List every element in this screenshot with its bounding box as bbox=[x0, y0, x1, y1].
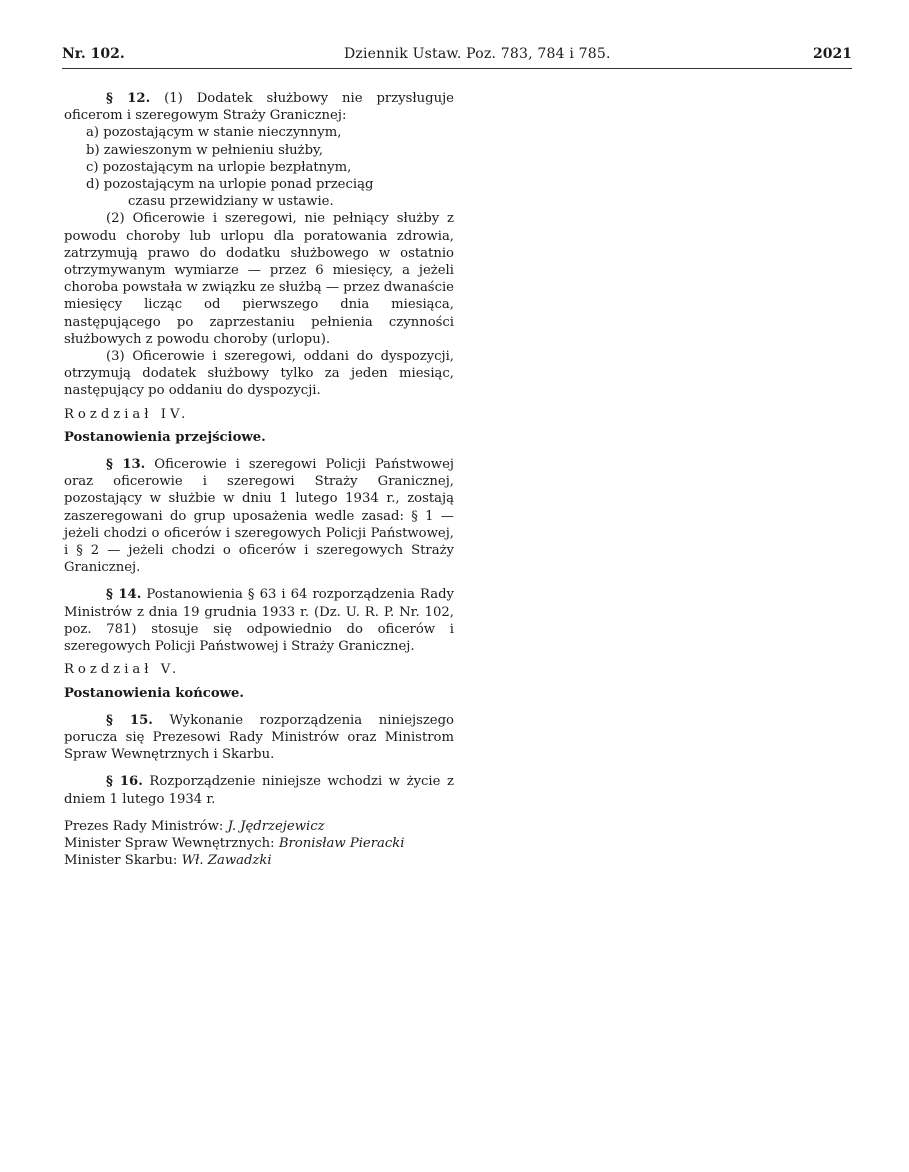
issue-number: Nr. 102. bbox=[62, 46, 125, 62]
chapter-5-label: Rozdział V. bbox=[64, 662, 181, 678]
signature-role: Minister Spraw Wewnętrznych: bbox=[64, 835, 275, 851]
section-12-list bbox=[64, 124, 454, 210]
section-14 bbox=[64, 586, 454, 655]
section-12-intro bbox=[64, 90, 454, 124]
signature-line bbox=[64, 818, 454, 835]
section-16-symbol: § 16. bbox=[106, 774, 143, 790]
section-12-p2: (2) Oficerowie i szeregowi, nie pełniący służby z powodu choroby lub urlopu dla poratowania zdrowia, zatrzymują prawo do dodatku służbowego w ostatnio otrzymywanym wymiarze — przez 6 miesięcy, a jeżeli choroba powstała w związku ze służbą — przez dwanaście miesięcy licząc od pierwszego dnia miesiąca, następującego po zaprzestaniu pełnienia czynności służbowych z powodu choroby (urlopu). bbox=[64, 211, 454, 347]
page-header bbox=[62, 46, 852, 70]
section-12-p1: (1) Dodatek służbowy nie przysługuje oficerom i szeregowym Straży Granicznej: bbox=[64, 91, 454, 124]
section-15 bbox=[64, 712, 454, 764]
chapter-4-title: Postanowienia przejściowe. bbox=[64, 429, 266, 445]
chapter-4-label: Rozdział IV. bbox=[64, 406, 190, 422]
section-16 bbox=[64, 773, 454, 807]
list-item: d) pozostającym na urlopie ponad przeciąg bbox=[86, 177, 374, 193]
section-13 bbox=[64, 456, 454, 576]
signature-role: Prezes Rady Ministrów: bbox=[64, 818, 224, 834]
page-number: 2021 bbox=[813, 46, 852, 62]
signature-name: J. Jędrzejewicz bbox=[227, 818, 325, 834]
signature-name: Bronisław Pieracki bbox=[278, 835, 405, 851]
signature-name: Wł. Zawadzki bbox=[181, 853, 272, 869]
signature-role: Minister Skarbu: bbox=[64, 853, 178, 869]
section-14-symbol: § 14. bbox=[106, 587, 142, 603]
text-column bbox=[64, 90, 454, 869]
section-16-text: Rozporządzenie niniejsze wchodzi w życie z dniem 1 lutego 1934 r. bbox=[64, 774, 454, 807]
section-13-text: Oficerowie i szeregowi Policji Państwowej oraz oficerowie i szeregowi Straży Granicznej, pozostający w służbie w dniu 1 lutego 1934 r., zostają zaszeregowani do grup uposażenia wedle zasad: § 1 — jeżeli chodzi o oficerów i szeregowych Policji Państwowej, i § 2 — jeżeli chodzi o oficerów i szeregowych Straży Granicznej. bbox=[64, 457, 454, 576]
section-15-text: Wykonanie rozporządzenia niniejszego porucza się Prezesowi Rady Ministrów oraz Ministrom Spraw Wewnętrznych i Skarbu. bbox=[64, 712, 454, 763]
signature-line bbox=[64, 835, 454, 852]
list-item: c) pozostającym na urlopie bezpłatnym, bbox=[86, 159, 352, 175]
header-rule bbox=[62, 68, 852, 69]
signature-line bbox=[64, 852, 454, 869]
section-12-p3: (3) Oficerowie i szeregowi, oddani do dyspozycji, otrzymują dodatek służbowy tylko za jeden miesiąc, następujący po oddaniu do dyspozycji. bbox=[64, 349, 454, 399]
section-13-symbol: § 13. bbox=[106, 457, 146, 473]
list-item: a) pozostającym w stanie nieczynnym, bbox=[86, 125, 342, 141]
section-12-symbol: § 12. bbox=[106, 91, 151, 106]
list-item: b) zawieszonym w pełnieniu służby, bbox=[86, 142, 323, 158]
section-15-symbol: § 15. bbox=[106, 712, 153, 728]
section-14-text: Postanowienia § 63 i 64 rozporządzenia Rady Ministrów z dnia 19 grudnia 1933 r. (Dz. U. R. P. Nr. 102, poz. 781) stosuje się odpowiednio do oficerów i szeregowych Policji Państwowej i Straży Granicznej. bbox=[64, 587, 454, 655]
chapter-5-title: Postanowienia końcowe. bbox=[64, 685, 244, 701]
list-item-continuation: czasu przewidziany w ustawie. bbox=[128, 194, 334, 210]
journal-reference: Dziennik Ustaw. Poz. 783, 784 i 785. bbox=[344, 46, 611, 62]
